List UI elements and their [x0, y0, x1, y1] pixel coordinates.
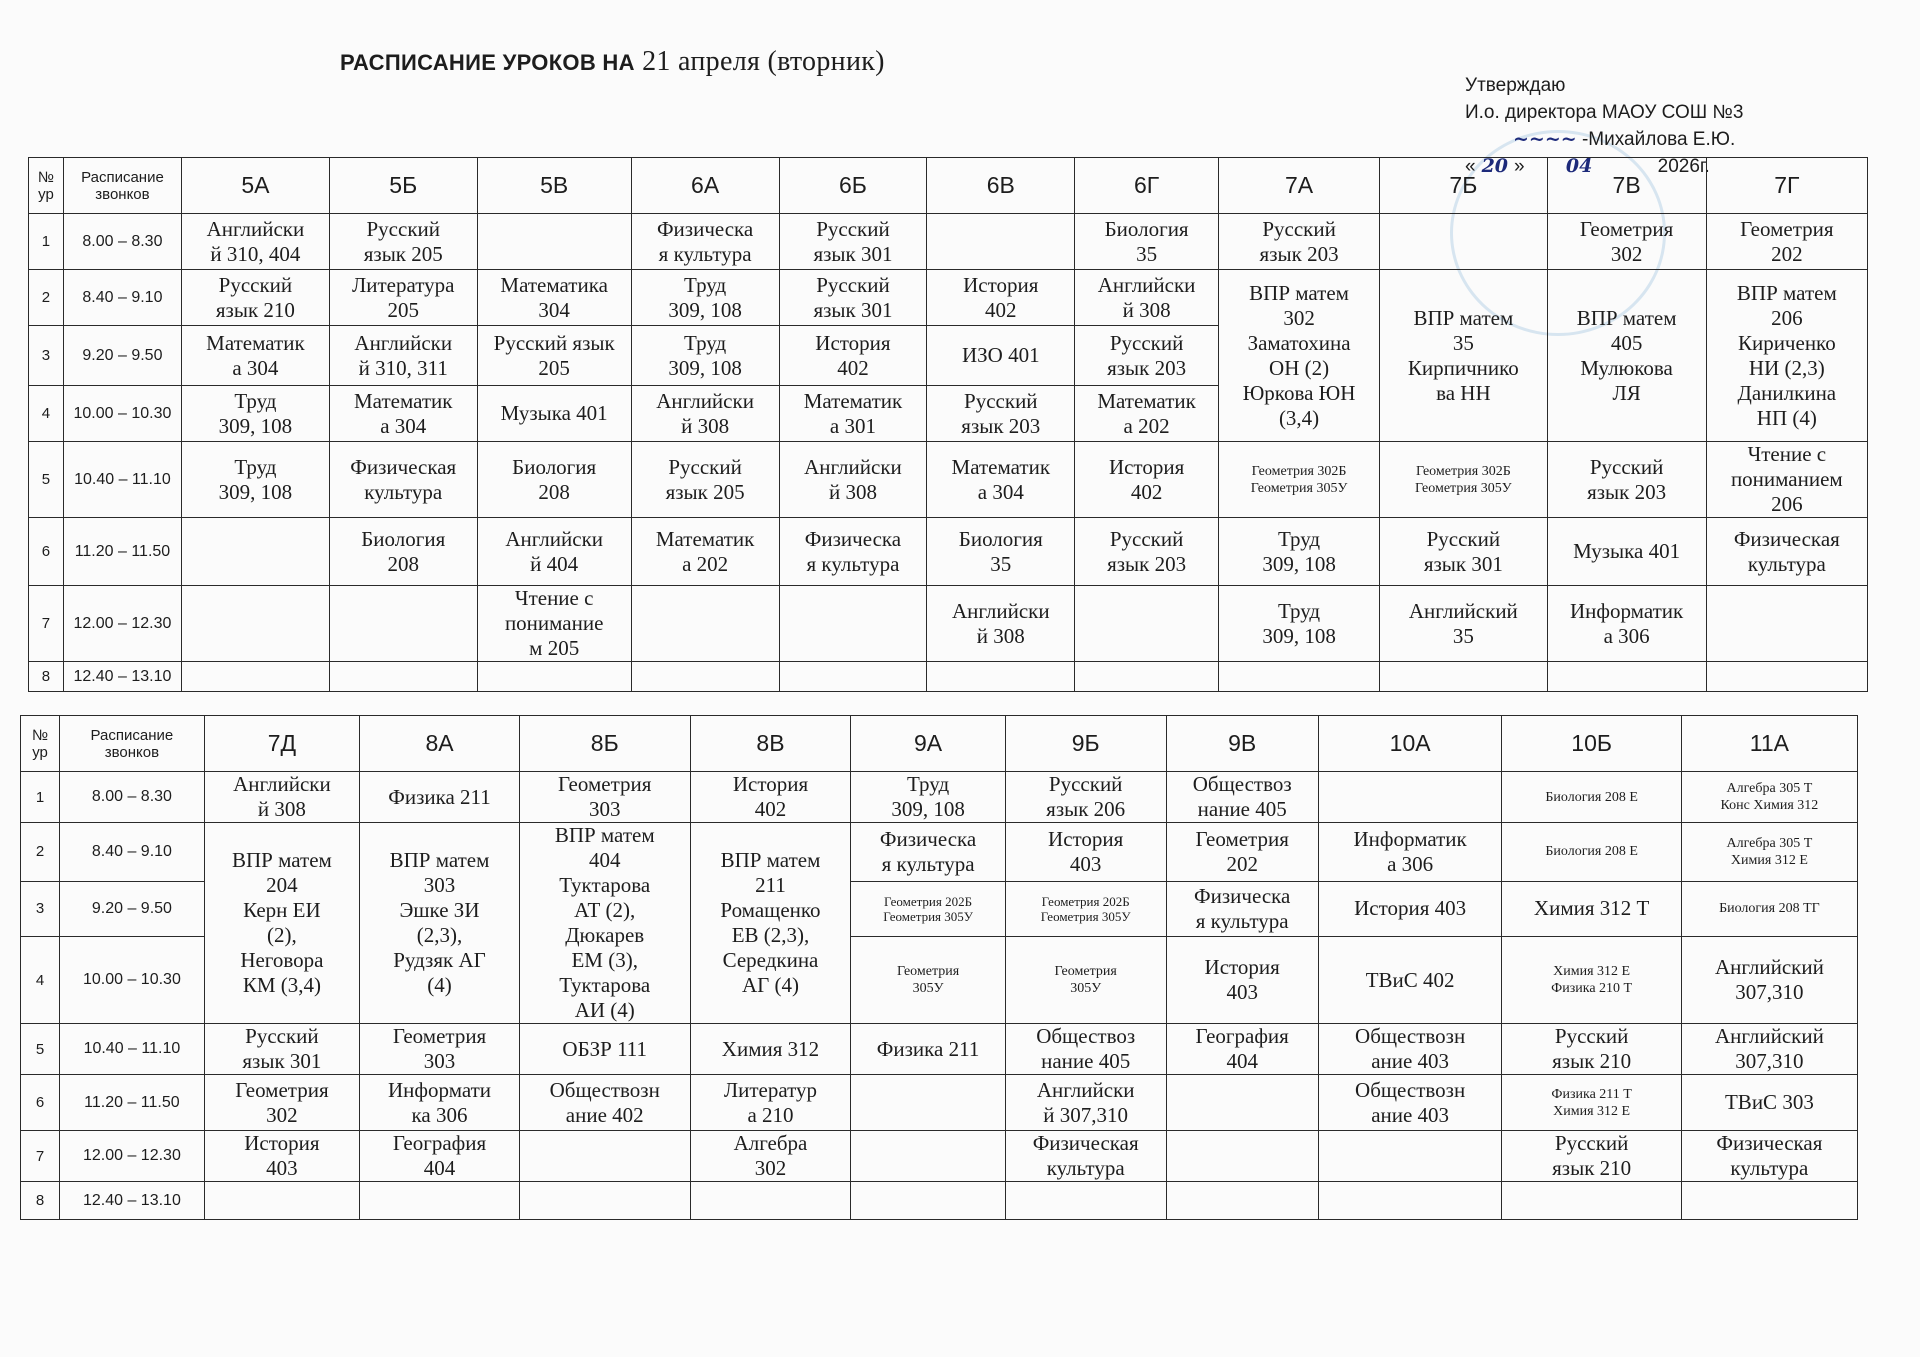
approval-signature-line [1465, 126, 1743, 153]
lesson-cell [631, 662, 779, 692]
lesson-cell: Физика 211 [851, 1024, 1005, 1075]
bell-time: 9.20 – 9.50 [60, 881, 205, 936]
lesson-cell [1075, 662, 1219, 692]
lesson-cell [329, 586, 477, 662]
lesson-cell: Химия 312 Е Физика 210 Т [1502, 937, 1681, 1024]
lesson-cell: ВПР матем 204 Керн ЕИ (2), Неговора КМ (3,4) [204, 823, 359, 1024]
table-row [21, 823, 1858, 882]
lesson-cell: Геометрия 202 [1166, 823, 1318, 882]
header-bell-schedule: Расписание звонков [63, 158, 181, 214]
table-row [29, 442, 1868, 518]
lesson-cell: Русский язык 206 [1005, 772, 1166, 823]
lesson-cell: Русский язык 203 [1547, 442, 1706, 518]
class-header-10А: 10А [1318, 716, 1502, 772]
approval-date-open-quote: « [1465, 156, 1476, 177]
lesson-cell: Алгебра 305 Т Конс Химия 312 [1681, 772, 1857, 823]
lesson-number: 7 [29, 586, 64, 662]
lesson-cell: ВПР матем 302 Заматохина ОН (2) Юркова ЮН (3,4) [1218, 270, 1379, 442]
lesson-cell: Обществозн ание 402 [519, 1075, 690, 1131]
lesson-cell: История 403 [1005, 823, 1166, 882]
lesson-cell: Биология 208 ТГ [1681, 881, 1857, 936]
bell-time: 12.40 – 13.10 [63, 662, 181, 692]
lesson-cell: Геометрия 305У [1005, 937, 1166, 1024]
lesson-cell: Труд 309, 108 [631, 326, 779, 386]
header-lesson-number: № ур [21, 716, 60, 772]
lesson-cell: ТВиС 303 [1681, 1075, 1857, 1131]
bell-time: 12.00 – 12.30 [60, 1131, 205, 1182]
lesson-cell: Английский 307,310 [1681, 937, 1857, 1024]
bell-time: 12.00 – 12.30 [63, 586, 181, 662]
lesson-cell: История 402 [779, 326, 927, 386]
lesson-cell: Обществоз нание 405 [1166, 772, 1318, 823]
table-row [21, 1024, 1858, 1075]
lesson-cell [631, 586, 779, 662]
lesson-cell: Геометрия 302 [1547, 214, 1706, 270]
lesson-cell: Русский язык 301 [779, 214, 927, 270]
lesson-cell: ОБЗР 111 [519, 1024, 690, 1075]
class-header-7Г: 7Г [1706, 158, 1867, 214]
class-header-6В: 6В [927, 158, 1075, 214]
lesson-cell: Химия 312 [690, 1024, 851, 1075]
table-row [29, 662, 1868, 692]
lesson-cell: Труд 309, 108 [631, 270, 779, 326]
header-bell-schedule: Расписание звонков [60, 716, 205, 772]
lesson-cell: Физическая культура [329, 442, 477, 518]
lesson-cell: Математика 304 [477, 270, 631, 326]
lesson-cell [779, 662, 927, 692]
lesson-cell: ТВиС 402 [1318, 937, 1502, 1024]
lesson-cell: Труд 309, 108 [181, 386, 329, 442]
lesson-cell [1502, 1182, 1681, 1220]
table-row [21, 772, 1858, 823]
lesson-cell: ВПР матем 35 Кирпичнико ва НН [1380, 270, 1547, 442]
lesson-cell [1166, 1131, 1318, 1182]
class-header-5А: 5А [181, 158, 329, 214]
lesson-number: 3 [21, 881, 60, 936]
approval-line-1: Утверждаю [1465, 75, 1566, 96]
lesson-cell: ВПР матем 404 Туктарова АТ (2), Дюкарев ЕМ (3), Туктарова АИ (4) [519, 823, 690, 1024]
lesson-cell: Биология 208 Е [1502, 772, 1681, 823]
lesson-cell: Обществозн ание 403 [1318, 1024, 1502, 1075]
lesson-cell [690, 1182, 851, 1220]
class-header-6Б: 6Б [779, 158, 927, 214]
lesson-cell [1218, 662, 1379, 692]
lesson-cell: Английски й 310, 311 [329, 326, 477, 386]
lesson-number: 5 [29, 442, 64, 518]
lesson-cell: Физика 211 [360, 772, 520, 823]
lesson-number: 3 [29, 326, 64, 386]
class-header-9Б: 9Б [1005, 716, 1166, 772]
lesson-cell [851, 1131, 1005, 1182]
lesson-cell [1166, 1182, 1318, 1220]
title-prefix: РАСПИСАНИЕ УРОКОВ НА [340, 50, 635, 75]
lesson-cell: История 403 [1166, 937, 1318, 1024]
class-header-8В: 8В [690, 716, 851, 772]
class-header-10Б: 10Б [1502, 716, 1681, 772]
title-date: 21 апреля (вторник) [642, 46, 885, 77]
approval-date-close-quote: » [1514, 156, 1525, 177]
lesson-cell [1166, 1075, 1318, 1131]
lesson-cell [1318, 772, 1502, 823]
lesson-cell: Литератур а 210 [690, 1075, 851, 1131]
lesson-number: 8 [29, 662, 64, 692]
lesson-number: 4 [29, 386, 64, 442]
table-row [21, 1182, 1858, 1220]
lesson-cell: Математик а 202 [1075, 386, 1219, 442]
lesson-cell: ВПР матем 211 Ромащенко ЕВ (2,3), Середкина АГ (4) [690, 823, 851, 1024]
lesson-cell [1681, 1182, 1857, 1220]
lesson-cell [927, 662, 1075, 692]
lesson-cell: Английски й 308 [631, 386, 779, 442]
lesson-cell [360, 1182, 520, 1220]
schedule-table-top [28, 157, 1868, 692]
bell-time: 10.00 – 10.30 [60, 937, 205, 1024]
lesson-cell [204, 1182, 359, 1220]
class-header-7А: 7А [1218, 158, 1379, 214]
lesson-cell [329, 662, 477, 692]
class-header-9В: 9В [1166, 716, 1318, 772]
lesson-cell: История 403 [1318, 881, 1502, 936]
lesson-cell: Математик а 304 [181, 326, 329, 386]
lesson-cell [851, 1182, 1005, 1220]
lesson-cell [519, 1182, 690, 1220]
class-header-5В: 5В [477, 158, 631, 214]
bell-time: 8.00 – 8.30 [60, 772, 205, 823]
lesson-cell: Информатик а 306 [1318, 823, 1502, 882]
lesson-cell: Геометрия 303 [360, 1024, 520, 1075]
lesson-cell: Русский язык 301 [1380, 518, 1547, 586]
bell-time: 9.20 – 9.50 [63, 326, 181, 386]
lesson-cell [851, 1075, 1005, 1131]
lesson-cell: Алгебра 305 Т Химия 312 Е [1681, 823, 1857, 882]
approval-month: 04 [1565, 155, 1593, 177]
lesson-cell: ИЗО 401 [927, 326, 1075, 386]
lesson-cell: Математик а 202 [631, 518, 779, 586]
lesson-cell [927, 214, 1075, 270]
lesson-cell: Информати ка 306 [360, 1075, 520, 1131]
bell-time: 12.40 – 13.10 [60, 1182, 205, 1220]
lesson-cell: Русский язык 210 [181, 270, 329, 326]
lesson-number: 2 [29, 270, 64, 326]
lesson-cell: ВПР матем 405 Мулюкова ЛЯ [1547, 270, 1706, 442]
lesson-cell: Музыка 401 [477, 386, 631, 442]
bell-time: 11.20 – 11.50 [63, 518, 181, 586]
class-header-7Д: 7Д [204, 716, 359, 772]
lesson-cell: География 404 [360, 1131, 520, 1182]
lesson-cell: Английский 35 [1380, 586, 1547, 662]
lesson-cell: Физическа я культура [779, 518, 927, 586]
lesson-cell [181, 662, 329, 692]
approval-line-3: -Михайлова Е.Ю. [1581, 129, 1736, 150]
class-header-11А: 11А [1681, 716, 1857, 772]
bell-time: 10.40 – 11.10 [60, 1024, 205, 1075]
lesson-cell [1005, 1182, 1166, 1220]
lesson-cell: Физическа я культура [1166, 881, 1318, 936]
lesson-cell: Труд 309, 108 [851, 772, 1005, 823]
lesson-cell: Труд 309, 108 [1218, 586, 1379, 662]
lesson-cell: История 402 [1075, 442, 1219, 518]
lesson-cell [1547, 662, 1706, 692]
table-row [29, 270, 1868, 326]
handwritten-signature: ~~~~ [1513, 128, 1577, 150]
lesson-cell: Геометрия 202Б Геометрия 305У [851, 881, 1005, 936]
lesson-cell: Литература 205 [329, 270, 477, 326]
lesson-cell: Русский язык 301 [779, 270, 927, 326]
bell-time: 10.40 – 11.10 [63, 442, 181, 518]
lesson-cell: Обществоз нание 405 [1005, 1024, 1166, 1075]
lesson-cell: Геометрия 202 [1706, 214, 1867, 270]
lesson-cell [1318, 1182, 1502, 1220]
class-header-6А: 6А [631, 158, 779, 214]
lesson-cell: Физика 211 Т Химия 312 Е [1502, 1075, 1681, 1131]
lesson-cell: Геометрия 302 [204, 1075, 359, 1131]
lesson-cell: Геометрия 202Б Геометрия 305У [1005, 881, 1166, 936]
lesson-cell: Геометрия 302Б Геометрия 305У [1218, 442, 1379, 518]
bell-time: 8.40 – 9.10 [60, 823, 205, 882]
approval-line-2: И.о. директора МАОУ СОШ №3 [1465, 102, 1744, 123]
class-header-7Б: 7Б [1380, 158, 1547, 214]
lesson-cell [477, 214, 631, 270]
table-row [21, 1075, 1858, 1131]
lesson-cell [1706, 586, 1867, 662]
page-title [340, 46, 885, 78]
lesson-cell: Английский 307,310 [1681, 1024, 1857, 1075]
lesson-cell [1318, 1131, 1502, 1182]
lesson-cell: Алгебра 302 [690, 1131, 851, 1182]
lesson-cell: Английски й 308 [1075, 270, 1219, 326]
lesson-cell: Биология 208 [477, 442, 631, 518]
lesson-cell: Физическая культура [1005, 1131, 1166, 1182]
lesson-cell: Геометрия 302Б Геометрия 305У [1380, 442, 1547, 518]
lesson-cell [181, 518, 329, 586]
lesson-cell [181, 586, 329, 662]
lesson-cell [1380, 662, 1547, 692]
lesson-cell: Геометрия 303 [519, 772, 690, 823]
class-header-5Б: 5Б [329, 158, 477, 214]
header-lesson-number: № ур [29, 158, 64, 214]
lesson-cell: История 402 [927, 270, 1075, 326]
lesson-cell: Физическа я культура [851, 823, 1005, 882]
lesson-cell [779, 586, 927, 662]
bell-time: 8.40 – 9.10 [63, 270, 181, 326]
table-row [29, 214, 1868, 270]
lesson-cell: Физическая культура [1706, 518, 1867, 586]
lesson-cell: Математик а 304 [329, 386, 477, 442]
class-header-8А: 8А [360, 716, 520, 772]
lesson-cell: Математик а 304 [927, 442, 1075, 518]
lesson-number: 4 [21, 937, 60, 1024]
lesson-cell: История 402 [690, 772, 851, 823]
lesson-cell: Биология 208 [329, 518, 477, 586]
lesson-cell: Русский язык 210 [1502, 1131, 1681, 1182]
lesson-cell: Физическа я культура [631, 214, 779, 270]
lesson-cell: ВПР матем 303 Эшке ЗИ (2,3), Рудзяк АГ (4) [360, 823, 520, 1024]
lesson-cell [1706, 662, 1867, 692]
class-header-8Б: 8Б [519, 716, 690, 772]
class-header-9А: 9А [851, 716, 1005, 772]
lesson-cell [519, 1131, 690, 1182]
lesson-cell: Информатик а 306 [1547, 586, 1706, 662]
lesson-cell: География 404 [1166, 1024, 1318, 1075]
lesson-cell: Чтение с пониманием 206 [1706, 442, 1867, 518]
table-row [21, 1131, 1858, 1182]
lesson-cell: Русский язык 205 [631, 442, 779, 518]
lesson-cell: ВПР матем 206 Кириченко НИ (2,3) Данилкина НП (4) [1706, 270, 1867, 442]
lesson-cell: Химия 312 Т [1502, 881, 1681, 936]
bell-time: 11.20 – 11.50 [60, 1075, 205, 1131]
lesson-cell: Обществозн ание 403 [1318, 1075, 1502, 1131]
lesson-cell: Английски й 308 [927, 586, 1075, 662]
lesson-cell: Биология 208 Е [1502, 823, 1681, 882]
lesson-number: 6 [29, 518, 64, 586]
lesson-cell: Труд 309, 108 [1218, 518, 1379, 586]
lesson-cell: Английски й 308 [204, 772, 359, 823]
lesson-number: 1 [29, 214, 64, 270]
lesson-cell: Английски й 404 [477, 518, 631, 586]
lesson-cell: История 403 [204, 1131, 359, 1182]
lesson-cell: Физическая культура [1681, 1131, 1857, 1182]
lesson-cell: Русский язык 205 [477, 326, 631, 386]
lesson-cell [1380, 214, 1547, 270]
lesson-cell: Биология 35 [927, 518, 1075, 586]
lesson-cell: Музыка 401 [1547, 518, 1706, 586]
schedule-table-bottom [20, 715, 1858, 1220]
lesson-cell: Английски й 310, 404 [181, 214, 329, 270]
lesson-cell: Русский язык 205 [329, 214, 477, 270]
lesson-cell: Русский язык 203 [1218, 214, 1379, 270]
class-header-6Г: 6Г [1075, 158, 1219, 214]
class-header-7В: 7В [1547, 158, 1706, 214]
table-row [29, 518, 1868, 586]
lesson-number: 1 [21, 772, 60, 823]
approval-day: 20 [1481, 155, 1509, 177]
lesson-cell: Русский язык 203 [1075, 326, 1219, 386]
table-row [29, 586, 1868, 662]
lesson-cell: Геометрия 305У [851, 937, 1005, 1024]
lesson-cell: Русский язык 210 [1502, 1024, 1681, 1075]
lesson-cell: Английски й 308 [779, 442, 927, 518]
lesson-number: 5 [21, 1024, 60, 1075]
lesson-cell: Русский язык 301 [204, 1024, 359, 1075]
lesson-cell [1075, 586, 1219, 662]
lesson-cell: Английски й 307,310 [1005, 1075, 1166, 1131]
lesson-number: 8 [21, 1182, 60, 1220]
lesson-number: 6 [21, 1075, 60, 1131]
lesson-cell: Чтение с понимание м 205 [477, 586, 631, 662]
bell-time: 8.00 – 8.30 [63, 214, 181, 270]
lesson-cell: Русский язык 203 [927, 386, 1075, 442]
approval-year: 2026г. [1657, 156, 1710, 177]
lesson-cell [477, 662, 631, 692]
lesson-number: 7 [21, 1131, 60, 1182]
bell-time: 10.00 – 10.30 [63, 386, 181, 442]
lesson-cell: Труд 309, 108 [181, 442, 329, 518]
lesson-cell: Математик а 301 [779, 386, 927, 442]
lesson-cell: Биология 35 [1075, 214, 1219, 270]
lesson-number: 2 [21, 823, 60, 882]
lesson-cell: Русский язык 203 [1075, 518, 1219, 586]
